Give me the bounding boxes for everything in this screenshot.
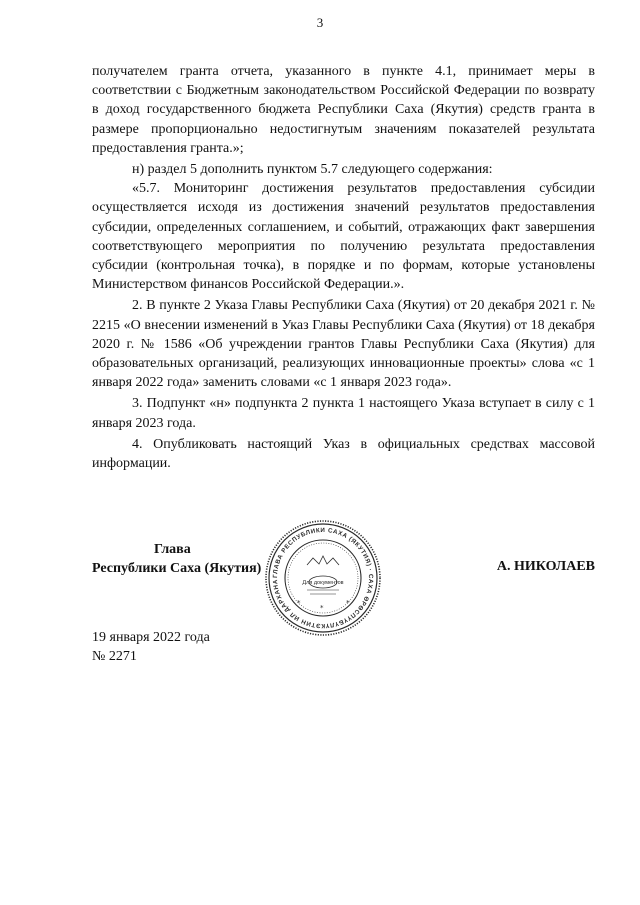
decree-body xyxy=(92,62,595,473)
page-number: 3 xyxy=(316,15,324,30)
paragraph-section-5-addition: н) раздел 5 дополнить пунктом 5.7 следующего содержания: xyxy=(132,162,493,178)
paragraph-5-7-monitoring: «5.7. Мониторинг достижения результатов предоставления субсидии осуществляется исходя из достижения значений результатов предоставления субсидии, определенных соглашением, и событий, отражающих факт завершения соответствующего мероприятия по получению результата предоставления субсидии (контрольная точка), в порядке и по формам, которые установлены Министерством финансов Российской Федерации.». xyxy=(92,181,595,293)
signatory-title-line2: Республики Саха (Якутия) xyxy=(92,561,262,576)
signatory-name: А. НИКОЛАЕВ xyxy=(496,559,595,574)
svg-text:ГЛАВА РЕСПУБЛИКИ САХА (ЯКУТИЯ) xyxy=(272,527,374,629)
decree-date: 19 января 2022 года xyxy=(92,630,210,645)
official-seal-icon xyxy=(263,518,383,638)
decree-number: № 2271 xyxy=(92,649,137,664)
seal-ring-text: ГЛАВА РЕСПУБЛИКИ САХА (ЯКУТИЯ) · САХА ӨРӨСПҮҮБҮЛҮКЭТИН ИЛ ДАРХАНА xyxy=(271,526,375,630)
paragraph-grant-report: получателем гранта отчета, указанного в пункте 4.1, принимает меры в соответствии с Бюджетным законодательством Российской Федерации по возврату в доход государственного бюджета Республики Саха (Якутия) средств гранта в размере пропорционально недостигнутым значениям показателей результата предоставления гранта.»; xyxy=(92,64,595,156)
svg-text:*: * xyxy=(297,599,301,607)
paragraph-item-4: 4. Опубликовать настоящий Указ в официальных средствах массовой информации. xyxy=(92,436,595,472)
svg-text:*: * xyxy=(320,604,324,612)
paragraph-item-3: 3. Подпункт «н» подпункта 2 пункта 1 настоящего Указа вступает в силу с 1 января 2023 года. xyxy=(92,396,595,431)
signatory-title xyxy=(92,540,272,578)
seal-center-text: Для документов xyxy=(302,580,344,586)
svg-text:*: * xyxy=(346,599,350,607)
paragraph-item-2: 2. В пункте 2 Указа Главы Республики Саха (Якутия) от 20 декабря 2021 г. № 2215 «О внесении изменений в Указ Главы Республики Саха (Якутия) от 18 декабря 2020 г. № 1586 «Об учреждении грантов Главы Республики Саха (Якутия) для образовательных организаций, реализующих инновационные проекты» слова «с 1 января 2022 года» заменить словами «с 1 января 2023 года». xyxy=(92,298,595,391)
signatory-title-line1: Глава xyxy=(154,542,191,557)
